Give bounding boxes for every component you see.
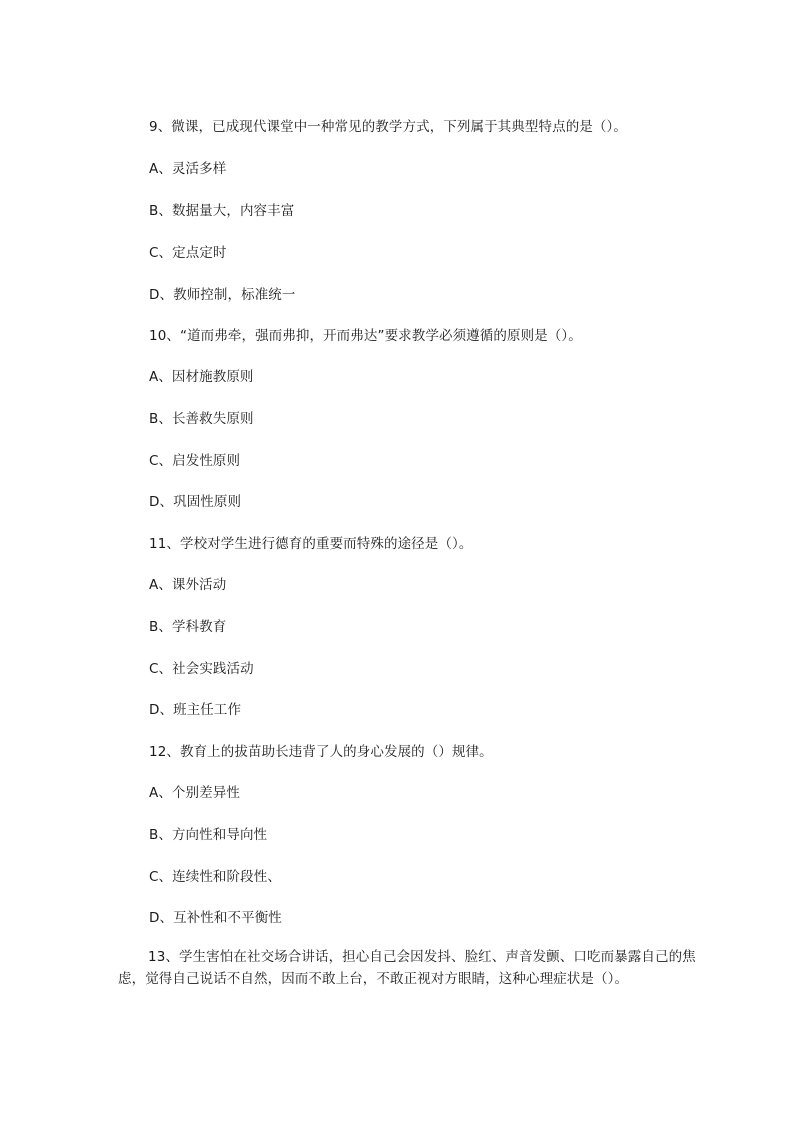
question-10-option-d: D、巩固性原则 bbox=[149, 494, 242, 510]
question-9-option-c: C、定点定时 bbox=[149, 245, 227, 261]
question-13-stem: 13、学生害怕在社交场合讲话，担心自己会因发抖、脸红、声音发颤、口吃而暴露自己的焦虑，觉得自己说话不自然，因而不敢上台，不敢正视对方眼睛，这种心理症状是（）。 bbox=[118, 949, 696, 987]
question-12-option-b: B、方向性和导向性 bbox=[149, 827, 268, 843]
question-12-option-c: C、连续性和阶段性、 bbox=[149, 869, 281, 885]
question-11-option-c: C、社会实践活动 bbox=[149, 661, 254, 677]
question-10-option-a: A、因材施教原则 bbox=[149, 369, 254, 385]
question-11-option-a: A、课外活动 bbox=[149, 577, 227, 593]
question-9-option-d: D、教师控制，标准统一 bbox=[149, 287, 296, 303]
question-10-stem: 10、“道而弗牵，强而弗抑，开而弗达”要求教学必须遵循的原则是（）。 bbox=[149, 328, 582, 344]
question-10-option-b: B、长善救失原则 bbox=[149, 411, 254, 427]
question-11-option-b: B、学科教育 bbox=[149, 619, 227, 635]
question-10-option-c: C、启发性原则 bbox=[149, 453, 241, 469]
question-12-option-d: D、互补性和不平衡性 bbox=[149, 910, 282, 926]
question-9-option-b: B、数据量大，内容丰富 bbox=[149, 203, 295, 219]
question-9-stem: 9、微课，已成现代课堂中一种常见的教学方式，下列属于其典型特点的是（）。 bbox=[149, 119, 627, 135]
question-11-option-d: D、班主任工作 bbox=[149, 702, 242, 718]
question-12-option-a: A、个别差异性 bbox=[149, 785, 240, 801]
question-11-stem: 11、学校对学生进行德育的重要而特殊的途径是（）。 bbox=[149, 536, 473, 552]
question-9-option-a: A、灵活多样 bbox=[149, 161, 227, 177]
question-12-stem: 12、教育上的拔苗助长违背了人的身心发展的（）规律。 bbox=[149, 744, 493, 760]
